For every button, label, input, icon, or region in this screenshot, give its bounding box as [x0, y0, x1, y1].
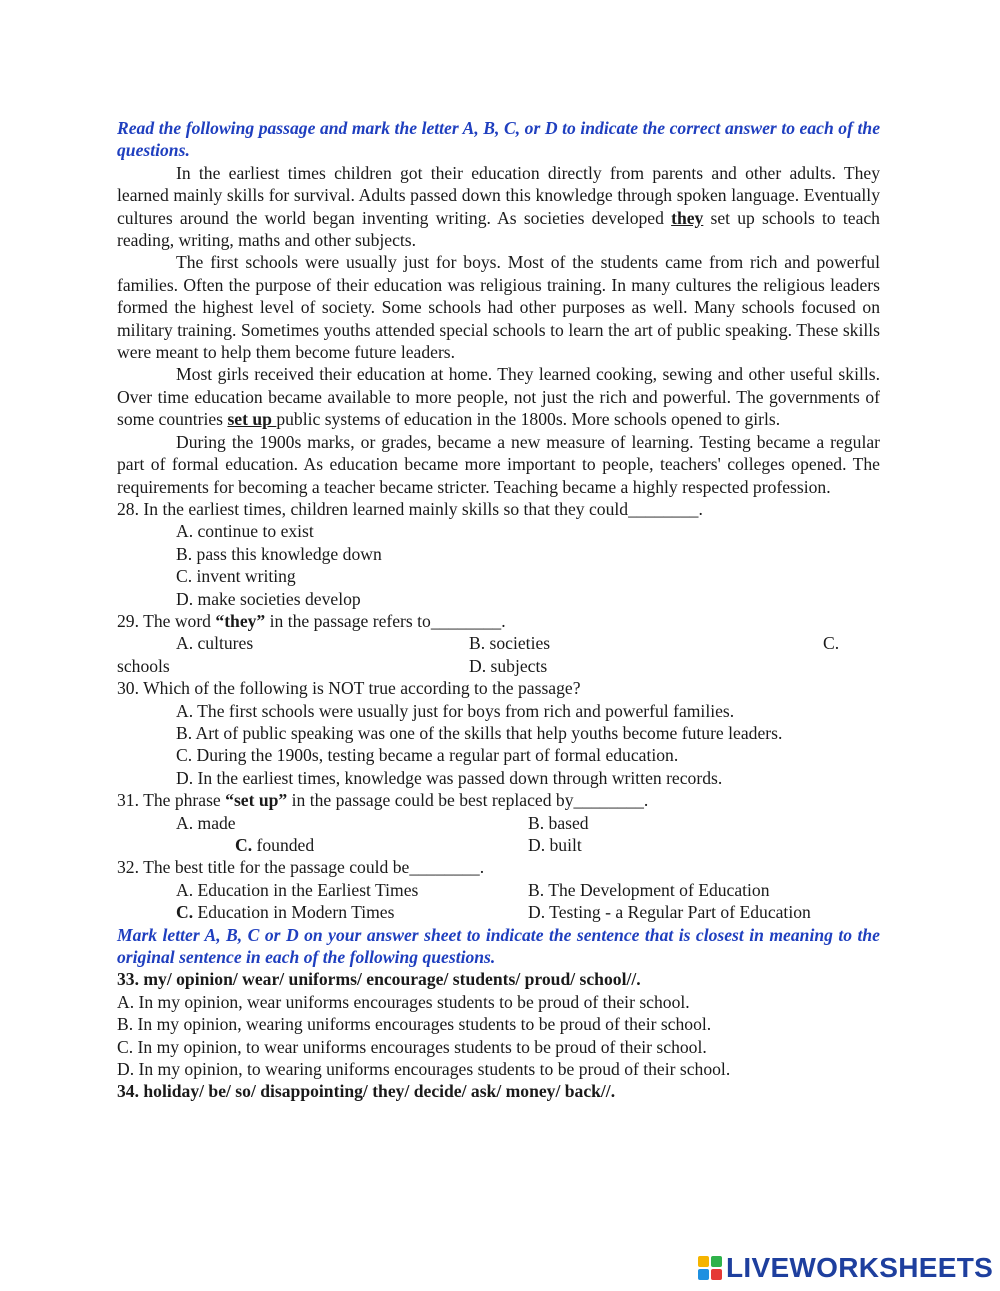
q28-option-b[interactable]: B. pass this knowledge down	[176, 543, 382, 564]
q31-option-b[interactable]: B. based	[528, 812, 589, 833]
q29-option-d[interactable]: D. subjects	[469, 655, 548, 676]
q28-option-a[interactable]: A. continue to exist	[176, 521, 314, 542]
stem-text: in the passage could be best replaced by________.	[287, 790, 649, 811]
option-text: Education in Modern Times	[193, 902, 395, 923]
q31-option-d[interactable]: D. built	[528, 835, 582, 855]
q30-option-d[interactable]: D. In the earliest times, knowledge was passed down through written records.	[176, 767, 723, 788]
q31-option-c[interactable]	[235, 834, 528, 856]
q29-option-a[interactable]: A. cultures	[176, 633, 254, 654]
logo-text: LIVEWORKSHEETS	[726, 1252, 994, 1283]
q29-option-c-text[interactable]: schools	[117, 655, 170, 676]
logo-square-red	[711, 1269, 722, 1280]
liveworksheets-logo	[698, 1252, 993, 1284]
worksheet-page	[117, 117, 880, 1103]
q32-option-c[interactable]	[176, 901, 528, 923]
question-30-stem: 30. Which of the following is NOT true according to the passage?	[117, 678, 581, 699]
question-33-stem: 33. my/ opinion/ wear/ uniforms/ encourage/ students/ proud/ school//.	[117, 969, 641, 990]
q31-options-row-2	[117, 834, 880, 856]
underlined-word-they: they	[671, 207, 704, 228]
underlined-phrase-set-up: set up	[227, 409, 277, 430]
passage-text: Most girls received their education at home. They learned cooking, sewing and other useful skills. Over time education became available to more people, not just the rich and powerful. The governments of some countries	[117, 364, 880, 430]
q32-options-row-2	[117, 901, 880, 923]
q30-option-c[interactable]: C. During the 1900s, testing became a regular part of formal education.	[176, 745, 679, 766]
passage-text: public systems of education in the 1800s. More schools opened to girls.	[276, 409, 781, 430]
q29-option-c-letter[interactable]: C.	[823, 633, 840, 654]
q30-option-a[interactable]: A. The first schools were usually just for boys from rich and powerful families.	[176, 700, 735, 721]
stem-text: 31. The phrase	[117, 790, 226, 811]
stem-text: in the passage refers to________.	[265, 610, 506, 631]
q33-option-d[interactable]: D. In my opinion, to wearing uniforms encourages students to be proud of their school.	[117, 1059, 731, 1080]
q32-option-b[interactable]: B. The Development of Education	[528, 879, 770, 900]
logo-square-blue	[698, 1269, 709, 1280]
q32-option-d[interactable]: D. Testing - a Regular Part of Education	[528, 902, 811, 923]
logo-square-yellow	[698, 1256, 709, 1267]
quoted-phrase: “set up”	[225, 790, 288, 811]
passage-paragraph-4: During the 1900s marks, or grades, became a new measure of learning. Testing became a regular part of formal education. As education became more important to people, teachers' colleges opened. The requirements for becoming a teacher became stricter. Teaching became a highly respected profession.	[117, 431, 880, 497]
passage-text: set up schools to teach reading, writing, maths and other subjects.	[117, 207, 880, 251]
q29-options-row-2	[117, 655, 880, 677]
reading-instructions: Read the following passage and mark the letter A, B, C, or D to indicate the correct answer to each of the questions.	[117, 118, 880, 161]
q32-option-a[interactable]: A. Education in the Earliest Times	[176, 879, 419, 900]
q32-options-row-1	[117, 879, 880, 901]
q30-option-b[interactable]: B. Art of public speaking was one of the skills that help youths become future leaders.	[176, 722, 783, 743]
q31-option-a[interactable]: A. made	[176, 812, 236, 833]
passage-text: In the earliest times children got their education directly from parents and other adults. They learned mainly skills for survival. Adults passed down this knowledge through spoken language. Eventually cultures around the world began inventing writing. As societies developed	[117, 162, 880, 228]
q28-option-d[interactable]: D. make societies develop	[176, 588, 361, 609]
rewrite-instructions: Mark letter A, B, C or D on your answer sheet to indicate the sentence that is closest in meaning to the original sentence in each of the following questions.	[117, 924, 880, 968]
option-text: founded	[252, 835, 315, 855]
passage-paragraph-1	[117, 162, 880, 252]
passage-paragraph-3	[117, 363, 880, 430]
logo-square-green	[711, 1256, 722, 1267]
q29-option-b[interactable]: B. societies	[469, 633, 551, 654]
question-28-stem: 28. In the earliest times, children learned mainly skills so that they could________.	[117, 498, 703, 519]
option-letter: C.	[235, 835, 253, 855]
q28-option-c[interactable]: C. invent writing	[176, 566, 296, 587]
question-31-stem	[117, 789, 880, 811]
question-29-stem	[117, 610, 880, 632]
q33-option-c[interactable]: C. In my opinion, to wear uniforms encourages students to be proud of their school.	[117, 1036, 707, 1057]
option-letter: C.	[176, 902, 194, 923]
logo-icon	[698, 1256, 722, 1280]
quoted-word: “they”	[215, 610, 266, 631]
q31-options-row-1	[117, 812, 880, 834]
q33-option-a[interactable]: A. In my opinion, wear uniforms encourages students to be proud of their school.	[117, 991, 690, 1012]
q33-option-b[interactable]: B. In my opinion, wearing uniforms encourages students to be proud of their school.	[117, 1014, 712, 1035]
question-34-stem: 34. holiday/ be/ so/ disappointing/ they/ decide/ ask/ money/ back//.	[117, 1081, 616, 1102]
stem-text: 29. The word	[117, 610, 216, 631]
passage-paragraph-2: The first schools were usually just for boys. Most of the students came from rich and powerful families. Often the purpose of their education was religious training. In many cultures the religious leaders formed the highest level of society. Some schools had other purposes as well. Many schools focused on military training. Sometimes youths attended special schools to learn the art of public speaking. These skills were meant to help them become future leaders.	[117, 252, 880, 363]
q29-options-row-1	[117, 632, 880, 654]
question-32-stem: 32. The best title for the passage could be________.	[117, 857, 485, 878]
